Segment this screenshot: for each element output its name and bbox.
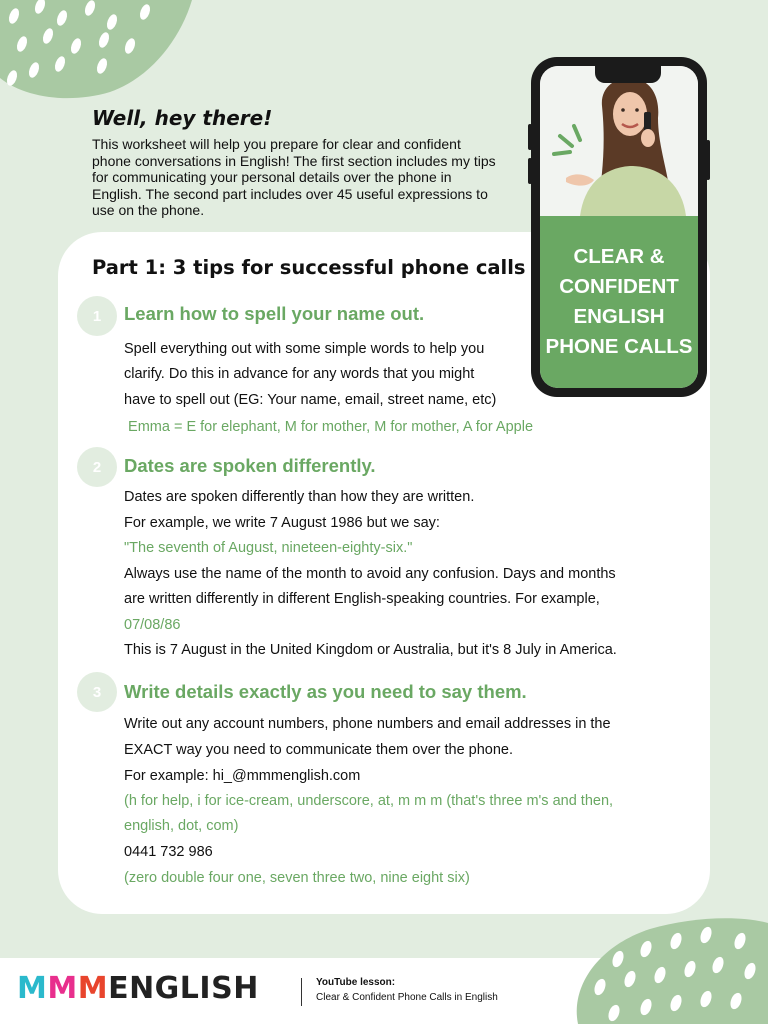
youtube-lesson-title: Clear & Confident Phone Calls in English [316,992,498,1003]
phone-illustration [531,57,707,397]
tip-number-badge: 2 [77,447,117,487]
part-title: Part 1: 3 tips for successful phone calls [92,256,526,279]
logo-wordmark: ENGLISH [108,971,259,1006]
tip-text-line: For example, we write 7 August 1986 but we say: [124,515,440,531]
tip-text-line: 0441 732 986 [124,844,213,860]
phone-screen [540,66,698,388]
tip-example-line: Emma = E for elephant, M for mother, M for mother, A for Apple [124,419,534,435]
tip-text-line: are written differently in different English-speaking countries. For example, [124,591,600,607]
intro-heading: Well, hey there! [92,106,273,130]
tip-example-line: 07/08/86 [124,617,181,633]
phone-title: CLEAR & CONFIDENT ENGLISH PHONE CALLS [545,245,693,358]
tip-text-line: Spell everything out with some simple words to help you [124,341,485,357]
tip-example-line: (h for help, i for ice-cream, underscore, at, m m m (that's three m's and then, [124,793,614,809]
tip-number-badge: 1 [77,296,117,336]
tip-text-line: Always use the name of the month to avoid any confusion. Days and months [124,566,616,582]
youtube-lesson-label: YouTube lesson: [316,977,396,988]
decorative-blob-bottom-right [570,915,768,1024]
intro-text: This worksheet will help you prepare for clear and confident phone conversations in English! The first section includes my tips for communicating your personal details over the phone in English. The second part includes over 45 useful expressions to use on the phone. [92,136,496,218]
tip-text-line: have to spell out (EG: Your name, email, street name, etc) [124,392,497,408]
tip-text-line: Dates are spoken differently than how they are written. [124,489,475,505]
logo-letter: M [47,971,78,1006]
tip-title: Learn how to spell your name out. [124,303,425,324]
tip-text-line: Write out any account numbers, phone numbers and email addresses in the [124,716,611,732]
tip-example-line: "The seventh of August, nineteen-eighty-six." [124,540,413,556]
logo-letter: M [77,971,109,1006]
tip-example-line: english, dot, com) [124,818,239,834]
footer-divider [301,978,302,1006]
tip-number-badge: 3 [77,672,117,712]
phone-title-panel [540,216,698,388]
tip-text-line: For example: hi_@mmmenglish.com [124,768,361,784]
tip-example-line: (zero double four one, seven three two, nine eight six) [124,870,470,886]
tip-text-line: This is 7 August in the United Kingdom or Australia, but it's 8 July in America. [124,642,617,658]
tip-title: Dates are spoken differently. [124,455,376,476]
decorative-blob-top-left [0,0,200,100]
presenter-photo [540,66,698,216]
tip-text-line: clarify. Do this in advance for any words that you might [124,366,475,382]
logo-letter: M [17,971,48,1006]
tip-text-line: EXACT way you need to communicate them over the phone. [124,742,514,758]
mmmenglish-logo [17,971,259,1006]
tip-title: Write details exactly as you need to say them. [124,681,527,702]
phone-notch [595,66,661,83]
